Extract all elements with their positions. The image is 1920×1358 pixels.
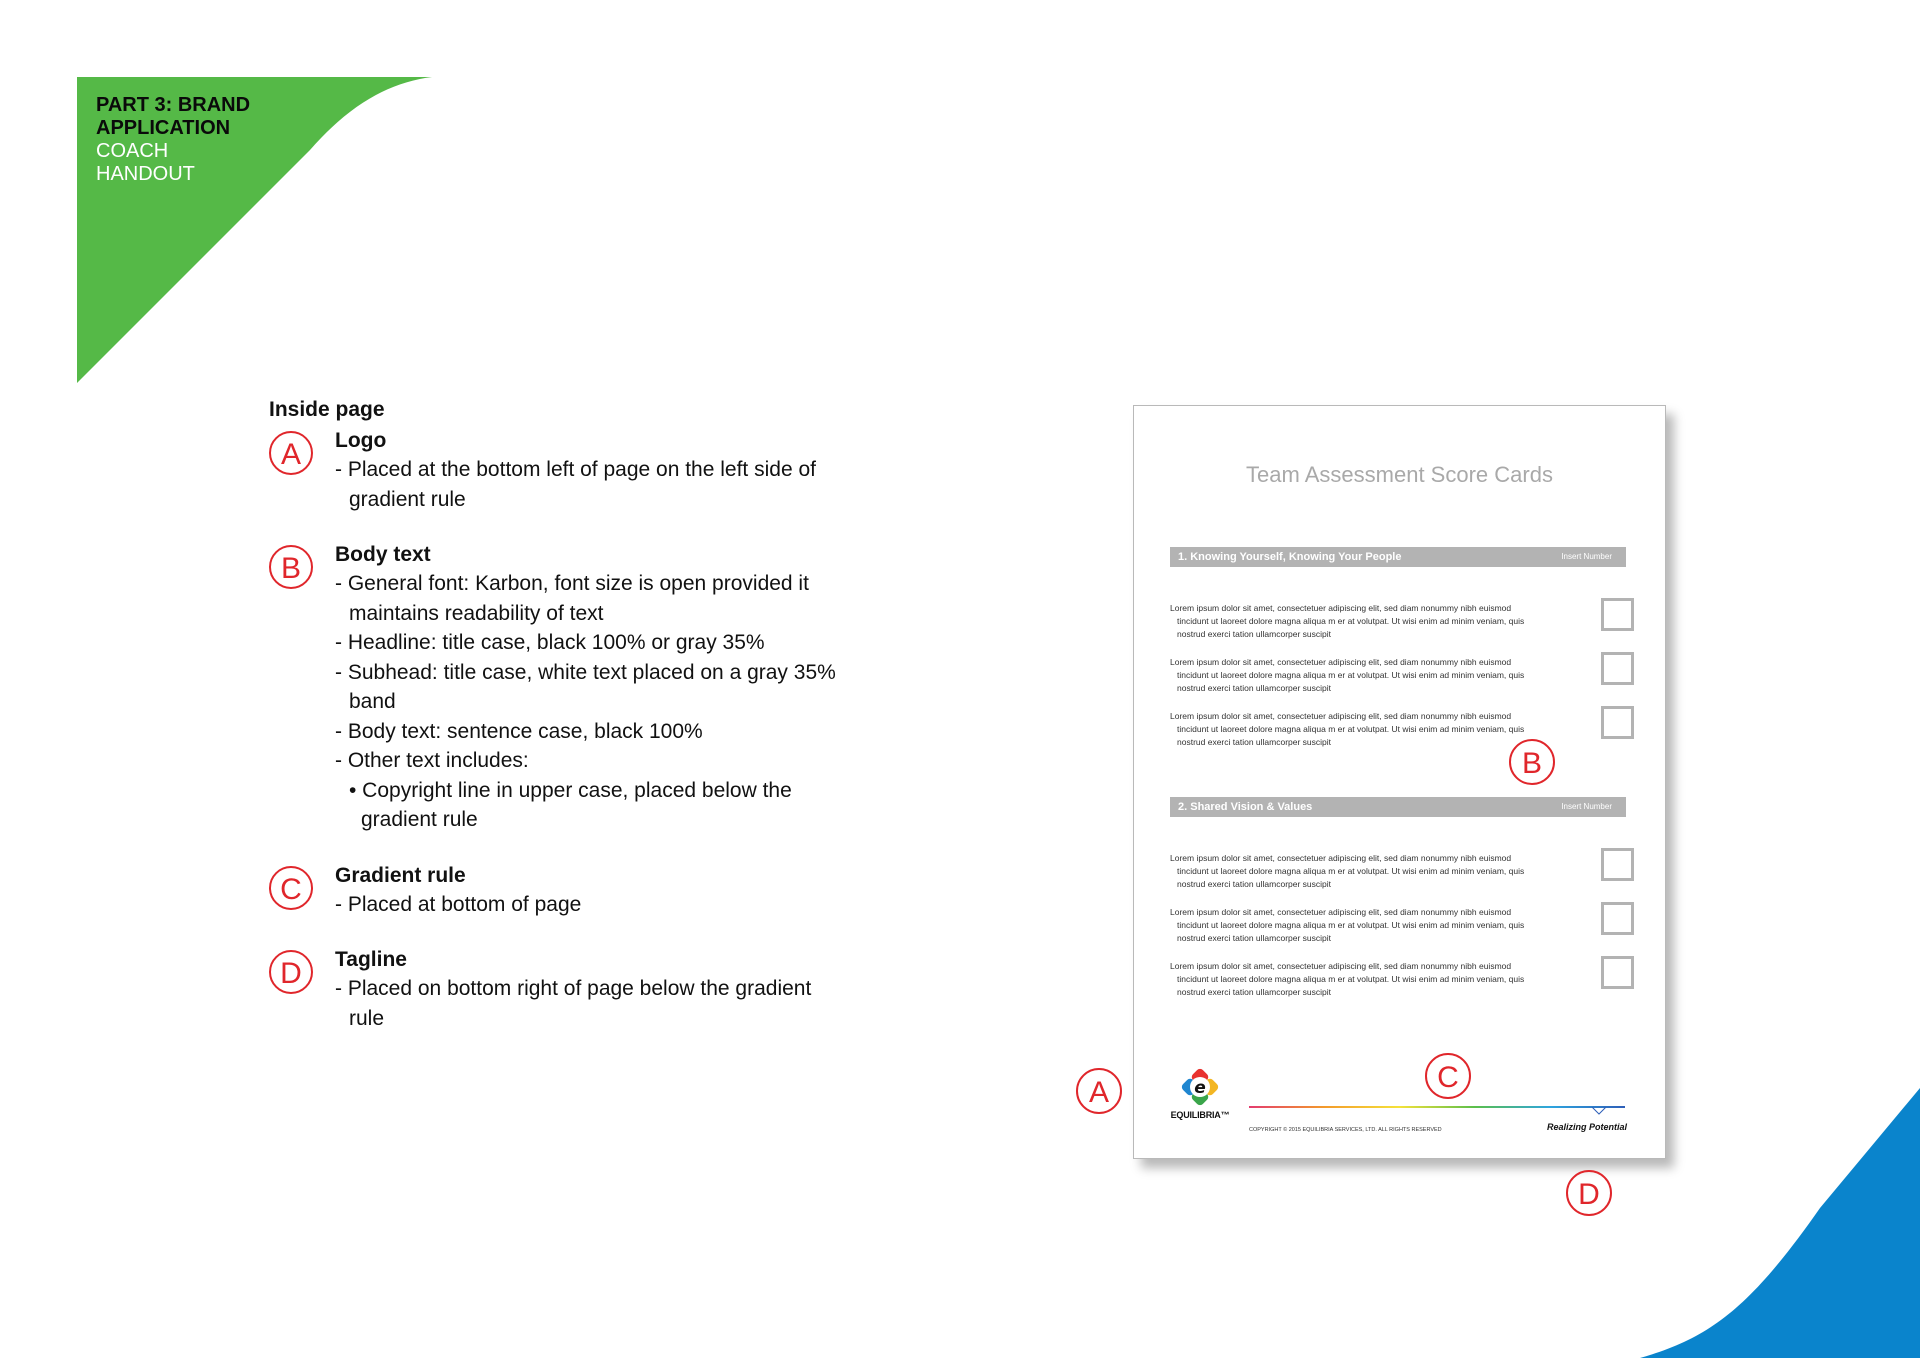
- callout-a: A: [1076, 1068, 1122, 1114]
- score-checkbox[interactable]: [1601, 902, 1634, 935]
- guide-item-line: - General font: Karbon, font size is open provided it maintains readability of text: [335, 572, 809, 625]
- subhead-title: 2. Shared Vision & Values: [1178, 801, 1313, 813]
- callout-d: D: [1566, 1170, 1612, 1216]
- sample-page: [1133, 405, 1666, 1159]
- guide-item-line: - Body text: sentence case, black 100%: [335, 719, 703, 743]
- callout-c: C: [1425, 1053, 1471, 1099]
- score-item-text: Lorem ipsum dolor sit amet, consectetuer adipiscing elit, sed diam nonummy nibh euismod tincidunt ut laoreet dolore magna aliqua m er at volutpat. Ut wisi enim ad minim veniam, quis nostrud exerci tation ullamcorper suscipit: [1170, 603, 1525, 639]
- score-checkbox[interactable]: [1601, 652, 1634, 685]
- marker-d: D: [269, 950, 313, 994]
- score-checkbox[interactable]: [1601, 706, 1634, 739]
- guide-item-line: - Subhead: title case, white text placed on a gray 35% band: [335, 660, 836, 713]
- guide-item-logo: [269, 426, 849, 514]
- marker-b: B: [269, 545, 313, 589]
- logo-wordmark: EQUILIBRIA™: [1170, 1110, 1230, 1120]
- guide-item-subline: • Copyright line in upper case, placed below the gradient rule: [349, 778, 792, 831]
- subhead-number-label: Insert Number: [1561, 552, 1612, 561]
- rule-notch-icon: [1592, 1107, 1606, 1115]
- section-label-line1: PART 3: BRAND: [96, 94, 251, 116]
- callout-b: B: [1509, 739, 1555, 785]
- subhead-band: [1170, 797, 1626, 817]
- score-item-text: Lorem ipsum dolor sit amet, consectetuer adipiscing elit, sed diam nonummy nibh euismod tincidunt ut laoreet dolore magna aliqua m er at volutpat. Ut wisi enim ad minim veniam, quis nostrud exerci tation ullamcorper suscipit: [1170, 853, 1525, 889]
- guide-item-body-text: [269, 540, 849, 835]
- guide-item-line: - Placed at bottom of page: [335, 892, 582, 916]
- guide-item-gradient-rule: [269, 861, 849, 920]
- guide-item-title: Body text: [335, 543, 431, 566]
- score-checkbox[interactable]: [1601, 848, 1634, 881]
- guidelines: [269, 398, 849, 1059]
- subhead-band: [1170, 547, 1626, 567]
- score-item-text: Lorem ipsum dolor sit amet, consectetuer adipiscing elit, sed diam nonummy nibh euismod tincidunt ut laoreet dolore magna aliqua m er at volutpat. Ut wisi enim ad minim veniam, quis nostrud exerci tation ullamcorper suscipit: [1170, 711, 1525, 747]
- guidelines-heading: Inside page: [269, 398, 385, 421]
- tagline: Realizing Potential: [1546, 1122, 1627, 1132]
- guide-item-line: - Placed at the bottom left of page on the left side of gradient rule: [335, 458, 816, 511]
- guide-item-title: Logo: [335, 429, 387, 452]
- guide-item-line: - Placed on bottom right of page below the gradient rule: [335, 977, 812, 1030]
- score-checkbox[interactable]: [1601, 598, 1634, 631]
- guide-item-tagline: [269, 945, 849, 1033]
- logo-mark-icon: [1179, 1066, 1221, 1108]
- subhead-number-label: Insert Number: [1561, 802, 1612, 811]
- svg-text:e: e: [1194, 1078, 1206, 1098]
- guide-item-line: - Headline: title case, black 100% or gray 35%: [335, 631, 765, 654]
- guide-item-line: - Other text includes:: [335, 749, 529, 772]
- gradient-rule: [1249, 1106, 1625, 1108]
- section-label-line2: APPLICATION: [96, 117, 231, 139]
- green-corner-shape: [0, 0, 440, 390]
- section-label: [96, 94, 250, 186]
- marker-a: A: [269, 431, 313, 475]
- equilibria-logo: [1170, 1066, 1230, 1120]
- score-checkbox[interactable]: [1601, 956, 1634, 989]
- guide-item-title: Gradient rule: [335, 863, 466, 887]
- section-label-line3: COACH: [96, 140, 169, 162]
- sample-page-title: Team Assessment Score Cards: [1246, 462, 1553, 487]
- copyright-line: COPYRIGHT © 2015 EQUILIBRIA SERVICES, LTD. ALL RIGHTS RESERVED: [1249, 1127, 1442, 1133]
- guide-item-title: Tagline: [335, 948, 407, 971]
- score-item-text: Lorem ipsum dolor sit amet, consectetuer adipiscing elit, sed diam nonummy nibh euismod tincidunt ut laoreet dolore magna aliqua m er at volutpat. Ut wisi enim ad minim veniam, quis nostrud exerci tation ullamcorper suscipit: [1170, 961, 1525, 997]
- section-label-line4: HANDOUT: [96, 163, 195, 185]
- marker-c: C: [269, 866, 313, 910]
- score-item-text: Lorem ipsum dolor sit amet, consectetuer adipiscing elit, sed diam nonummy nibh euismod tincidunt ut laoreet dolore magna aliqua m er at volutpat. Ut wisi enim ad minim veniam, quis nostrud exerci tation ullamcorper suscipit: [1170, 657, 1525, 693]
- score-item-text: Lorem ipsum dolor sit amet, consectetuer adipiscing elit, sed diam nonummy nibh euismod tincidunt ut laoreet dolore magna aliqua m er at volutpat. Ut wisi enim ad minim veniam, quis nostrud exerci tation ullamcorper suscipit: [1170, 907, 1525, 943]
- subhead-title: 1. Knowing Yourself, Knowing Your People: [1178, 551, 1402, 563]
